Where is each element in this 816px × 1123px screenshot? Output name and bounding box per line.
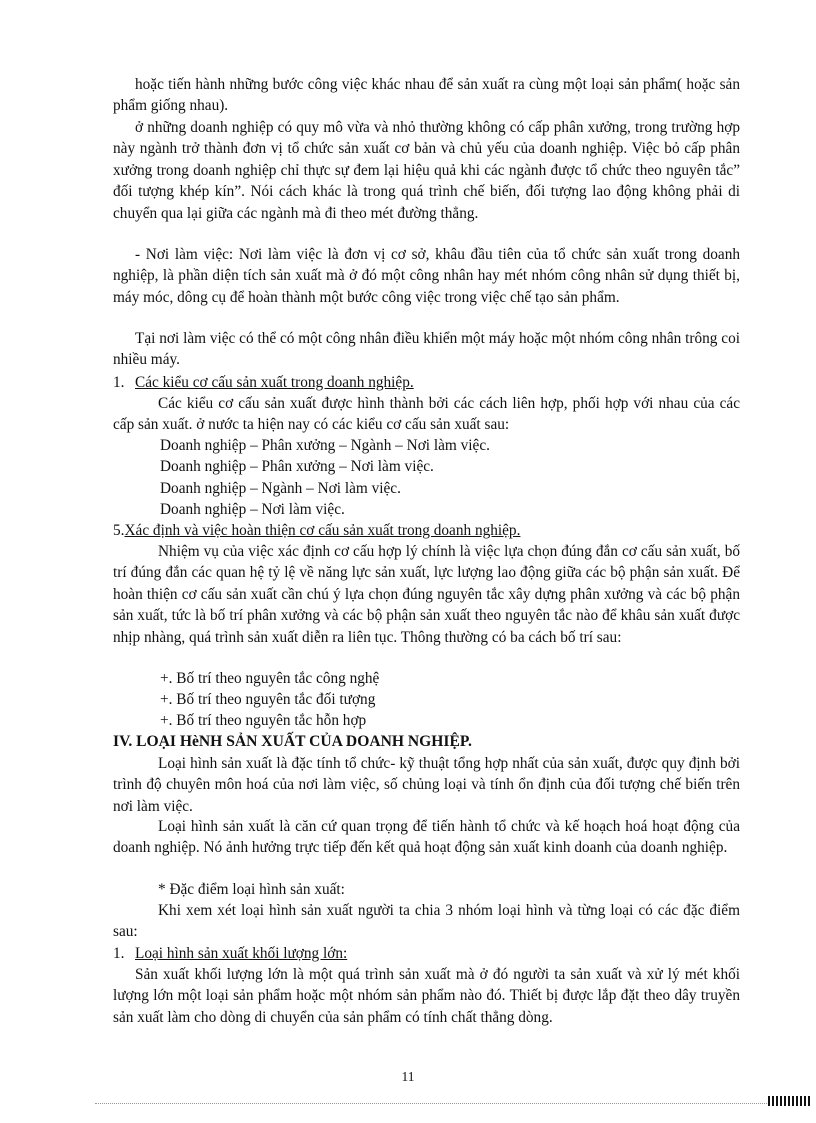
page-corner-marker bbox=[768, 1096, 812, 1106]
paragraph-5: Các kiểu cơ cấu sản xuất được hình thành bởi các cách liên hợp, phối hợp với nhau của các cấp sản xuất. ở nước ta hiện nay có các kiểu cơ cấu sản xuất sau: bbox=[113, 395, 740, 434]
paragraph-10: Khi xem xét loại hình sản xuất người ta chia 3 nhóm loại hình và từng loại có các đặc điểm sau: bbox=[113, 902, 740, 941]
heading-mass-production bbox=[113, 943, 347, 964]
paragraph-4: Tại nơi làm việc có thể có một công nhân điều khiển một máy hoặc một nhóm công nhân trông coi nhiều máy. bbox=[113, 330, 740, 369]
structure-list-item: Doanh nghiệp – Phân xưởng – Ngành – Nơi làm việc. bbox=[160, 437, 490, 454]
paragraph-11: Sản xuất khối lượng lớn là một quá trình sản xuất mà ở đó người ta sản xuất và xử lý mét khối lượng lớn một loại sản phẩm hoặc một nhóm sản phẩm nào đó. Thiết bị được lắp đặt theo dây truyền sản xuất làm cho dòng di chuyển của sản phẩm có tính chất thẳng dòng. bbox=[113, 966, 740, 1026]
heading-number: 1. bbox=[113, 945, 125, 962]
heading-number: 5. bbox=[113, 522, 125, 539]
heading-number: 1. bbox=[113, 374, 125, 391]
heading-text: Các kiểu cơ cấu sản xuất trong doanh nghiệp. bbox=[135, 374, 414, 391]
layout-list-item: +. Bố trí theo nguyên tắc đối tượng bbox=[160, 691, 376, 708]
layout-list-item: +. Bố trí theo nguyên tắc công nghệ bbox=[160, 670, 380, 687]
paragraph-1: hoặc tiến hành những bước công việc khác nhau để sản xuất ra cùng một loại sản phẩm( hoặc sản phẩm giống nhau). bbox=[113, 76, 740, 115]
page-bottom-rule bbox=[95, 1103, 775, 1104]
paragraph-7: Loại hình sản xuất là đặc tính tổ chức- kỹ thuật tổng hợp nhất của sản xuất, được quy định bởi trình độ chuyên môn hoá của nơi làm việc, số chủng loại và tính ổn định của đối tượng chế biến trên nơi làm việc. bbox=[113, 755, 740, 815]
paragraph-3: - Nơi làm việc: Nơi làm việc là đơn vị cơ sở, khâu đầu tiên của tổ chức sản xuất trong doanh nghiệp, là phần diện tích sản xuất mà ở đó một công nhân hay mét nhóm công nhân sử dụng thiết bị, máy móc, dông cụ để hoàn thành một bước công việc trong việc chế tạo sản phẩm. bbox=[113, 246, 740, 306]
page-number: 11 bbox=[401, 1069, 415, 1084]
structure-list-item: Doanh nghiệp – Phân xưởng – Nơi làm việc. bbox=[160, 458, 434, 475]
structure-list-item: Doanh nghiệp – Nơi làm việc. bbox=[160, 501, 345, 518]
heading-text: Xác định và việc hoàn thiện cơ cấu sản xuất trong doanh nghiệp. bbox=[124, 522, 521, 539]
paragraph-2: ở những doanh nghiệp có quy mô vừa và nhỏ thường không có cấp phân xưởng, trong trường hợp này ngành trở thành đơn vị tổ chức sản xuất cơ bản và chủ yếu của doanh nghiệp. Việc bỏ cấp phân xưởng trong doanh nghiệp chỉ thực sự đem lại hiệu quả khi các ngành được tổ chức theo nguyên tắc” đối tượng khép kín”. Nói cách khác là trong quá trình chế biến, đối tượng lao động không phải di chuyển qua lại giữa các ngành mà đi theo mét đường thẳng. bbox=[113, 119, 740, 222]
paragraph-9: * Đặc điểm loại hình sản xuất: bbox=[158, 881, 345, 898]
layout-list-item: +. Bố trí theo nguyên tắc hỗn hợp bbox=[160, 712, 367, 729]
paragraph-6: Nhiệm vụ của việc xác định cơ cấu hợp lý chính là việc lựa chọn đúng đắn cơ cấu sản xuất, bố trí đúng đắn các quan hệ tỷ lệ về năng lực sản xuất, lực lượng lao động giữa các bộ phận sản xuất. Để hoàn thiện cơ cấu sản xuất cần chú ý lựa chọn đúng nguyên tắc xây dựng phân xưởng và các bộ phận sản xuất, tức là bố trí phân xưởng và các bộ phận sản xuất theo nguyên tắc nào để khâu sản xuất được nhịp nhàng, quá trình sản xuất diễn ra liên tục. Thông thường có ba cách bố trí sau: bbox=[113, 543, 740, 646]
heading-structure-types bbox=[113, 372, 414, 393]
heading-structure-improvement bbox=[113, 520, 520, 541]
heading-text: Loại hình sản xuất khối lượng lớn: bbox=[135, 945, 348, 962]
section-heading: IV. LOẠI HèNH SẢN XUẤT CỦA DOANH NGHIỆP. bbox=[113, 733, 472, 750]
paragraph-8: Loại hình sản xuất là căn cứ quan trọng để tiến hành tổ chức và kế hoạch hoá hoạt động của doanh nghiệp. Nó ảnh hưởng trực tiếp đến kết quả hoạt động sản xuất kinh doanh của doanh nghiệp. bbox=[113, 818, 740, 857]
structure-list-item: Doanh nghiệp – Ngành – Nơi làm việc. bbox=[160, 480, 401, 497]
